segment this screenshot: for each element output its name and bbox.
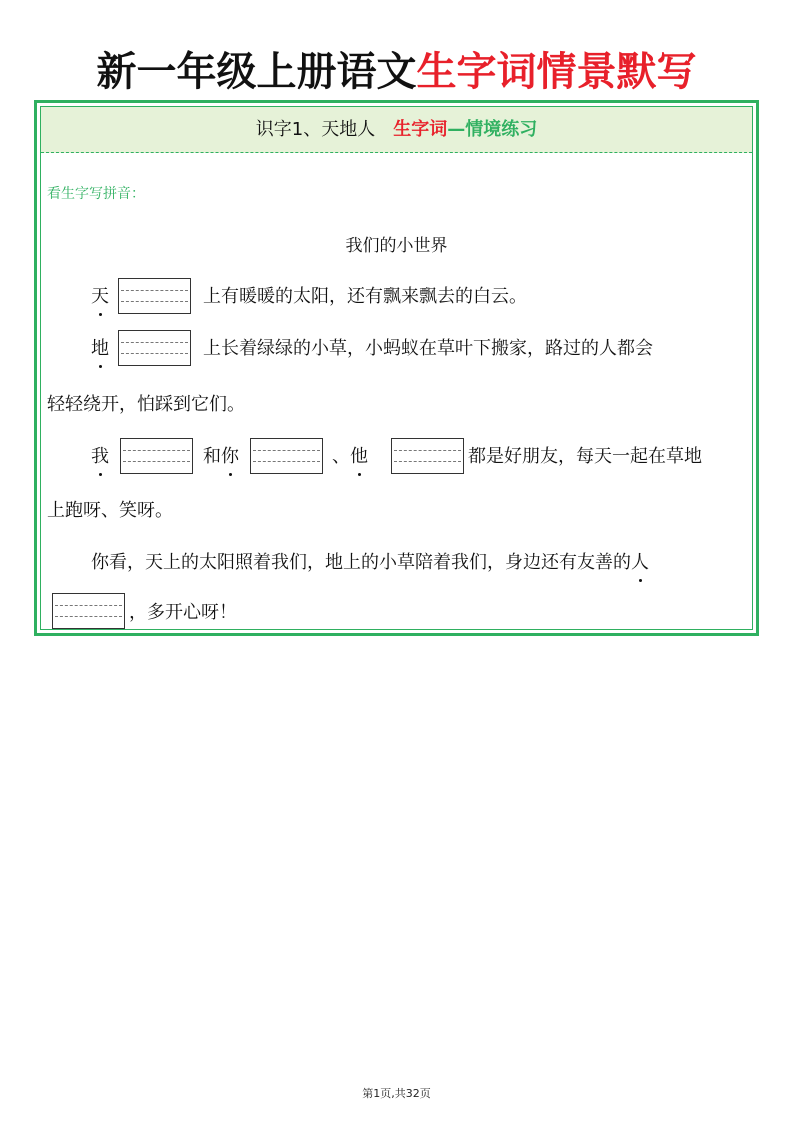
page-footer: 第1页,共32页 [362, 1087, 431, 1100]
passage-line-2-text: 上长着绿绿的小草，小蚂蚁在草叶下搬家，路过的人都会 [203, 338, 653, 359]
exercise-frame [34, 100, 759, 636]
passage-line-4-text: 都是好朋友，每天一起在草地 [468, 446, 702, 467]
header-red: 生字词 [393, 119, 448, 140]
pinyin-box-ren[interactable] [52, 593, 125, 629]
passage-line-2 [91, 337, 109, 361]
passage-line-1 [91, 285, 109, 309]
passage-line-6 [91, 551, 649, 575]
target-char: 人 [631, 552, 649, 573]
header-band [41, 107, 752, 153]
header-text [41, 118, 752, 142]
pause-mark: 、 [332, 446, 350, 467]
passage-line-4a [91, 445, 109, 469]
target-char: 地 [91, 338, 109, 359]
passage-line-4b [203, 445, 239, 469]
title-part2: 生字词情景默写 [416, 49, 697, 95]
title-part1: 新一年级上册语文 [96, 49, 417, 95]
passage-line-5: 上跑呀、笑呀。 [47, 500, 173, 521]
header-green: —情境练习 [447, 119, 538, 140]
pinyin-box-tian[interactable] [118, 278, 191, 314]
page-title [0, 46, 793, 98]
exercise-frame-inner [40, 106, 753, 630]
pinyin-box-ni[interactable] [250, 438, 323, 474]
word-he: 和 [203, 446, 221, 467]
passage-line-7: ，多开心呀！ [129, 602, 237, 623]
passage-line-3: 轻轻绕开，怕踩到它们。 [47, 394, 245, 415]
lesson-name: 识字1、天地人 [255, 119, 376, 140]
target-char: 你 [221, 446, 239, 467]
pinyin-box-di[interactable] [118, 330, 191, 366]
pinyin-box-ta[interactable] [391, 438, 464, 474]
target-char: 我 [91, 446, 109, 467]
target-char: 天 [91, 286, 109, 307]
pinyin-box-wo[interactable] [120, 438, 193, 474]
passage-line-1-text: 上有暖暖的太阳，还有飘来飘去的白云。 [203, 286, 527, 307]
passage-line-4c [332, 445, 368, 469]
passage-line-6-text: 你看，天上的太阳照着我们，地上的小草陪着我们，身边还有友善的 [91, 552, 631, 573]
instruction: 看生字写拼音： [47, 186, 145, 202]
passage-title: 我们的小世界 [345, 236, 448, 256]
target-char: 他 [350, 446, 368, 467]
